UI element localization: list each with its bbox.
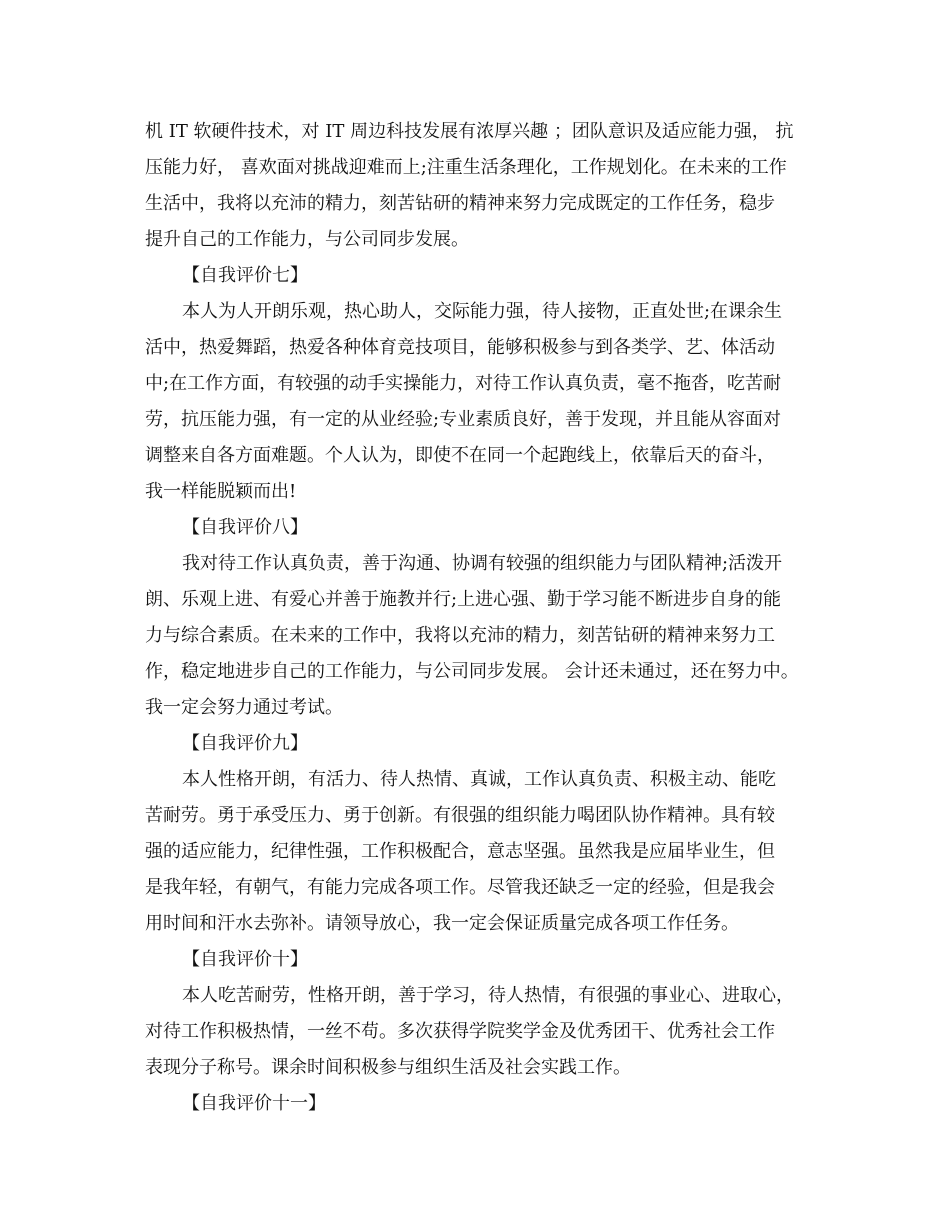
paragraph-line: 调整来自各方面难题。个人认为，即使不在同一个起跑线上，依靠后天的奋斗，: [145, 445, 775, 466]
paragraph-line: 中;在工作方面，有较强的动手实操能力，对待工作认真负责，毫不拖沓，吃苦耐: [145, 373, 782, 394]
paragraph-line: 提升自己的工作能力，与公司同步发展。: [145, 229, 469, 250]
paragraph-line: 表现分子称号。课余时间积极参与组织生活及社会实践工作。: [145, 1057, 631, 1078]
paragraph-line: 作，稳定地进步自己的工作能力，与公司同步发展。 会计还未通过，还在努力中。: [145, 661, 799, 682]
paragraph-line: 我对待工作认真负责，善于沟通、协调有较强的组织能力与团队精神;活泼开: [182, 553, 783, 574]
paragraph-line: 本人性格开朗，有活力、待人热情、真诚，工作认真负责、积极主动、能吃: [182, 769, 776, 790]
paragraph-line: 活中，热爱舞蹈，热爱各种体育竞技项目，能够积极参与到各类学、艺、体活动: [145, 337, 775, 358]
paragraph-line: 对待工作积极热情，一丝不苟。多次获得学院奖学金及优秀团干、优秀社会工作: [145, 1021, 775, 1042]
paragraph-line: 是我年轻，有朝气，有能力完成各项工作。尽管我还缺乏一定的经验，但是我会: [145, 877, 775, 898]
section-heading: 【自我评价八】: [182, 517, 308, 538]
paragraph-line: 朗、乐观上进、有爱心并善于施教并行;上进心强、勤于学习能不断进步自身的能: [145, 589, 782, 610]
paragraph-line: 本人为人开朗乐观，热心助人，交际能力强，待人接物，正直处世;在课余生: [182, 301, 783, 322]
paragraph-line: 强的适应能力，纪律性强，工作积极配合，意志坚强。虽然我是应届毕业生，但: [145, 841, 775, 862]
section-heading: 【自我评价九】: [182, 733, 308, 754]
paragraph-line: 劳，抗压能力强，有一定的从业经验;专业素质良好，善于发现，并且能从容面对: [145, 409, 782, 430]
paragraph-line: 我一样能脱颖而出!: [145, 481, 297, 502]
paragraph-line: 生活中，我将以充沛的精力，刻苦钻研的精神来努力完成既定的工作任务，稳步: [145, 193, 775, 214]
section-heading: 【自我评价七】: [182, 265, 308, 286]
section-heading: 【自我评价十】: [182, 949, 308, 970]
paragraph-line: 用时间和汗水去弥补。请领导放心，我一定会保证质量完成各项工作任务。: [145, 913, 739, 934]
paragraph-line: 我一定会努力通过考试。: [145, 697, 343, 718]
paragraph-line: 压能力好， 喜欢面对挑战迎难而上;注重生活条理化，工作规划化。在未来的工作: [145, 157, 787, 178]
paragraph-line: 力与综合素质。在未来的工作中，我将以充沛的精力，刻苦钻研的精神来努力工: [145, 625, 775, 646]
paragraph-line: 苦耐劳。勇于承受压力、勇于创新。有很强的组织能力喝团队协作精神。具有较: [145, 805, 775, 826]
paragraph-line: 机 IT 软硬件技术，对 IT 周边科技发展有浓厚兴趣 ；团队意识及适应能力强， 抗: [145, 121, 794, 142]
section-heading: 【自我评价十一】: [182, 1093, 326, 1114]
paragraph-line: 本人吃苦耐劳，性格开朗，善于学习，待人热情，有很强的事业心、进取心，: [182, 985, 794, 1006]
